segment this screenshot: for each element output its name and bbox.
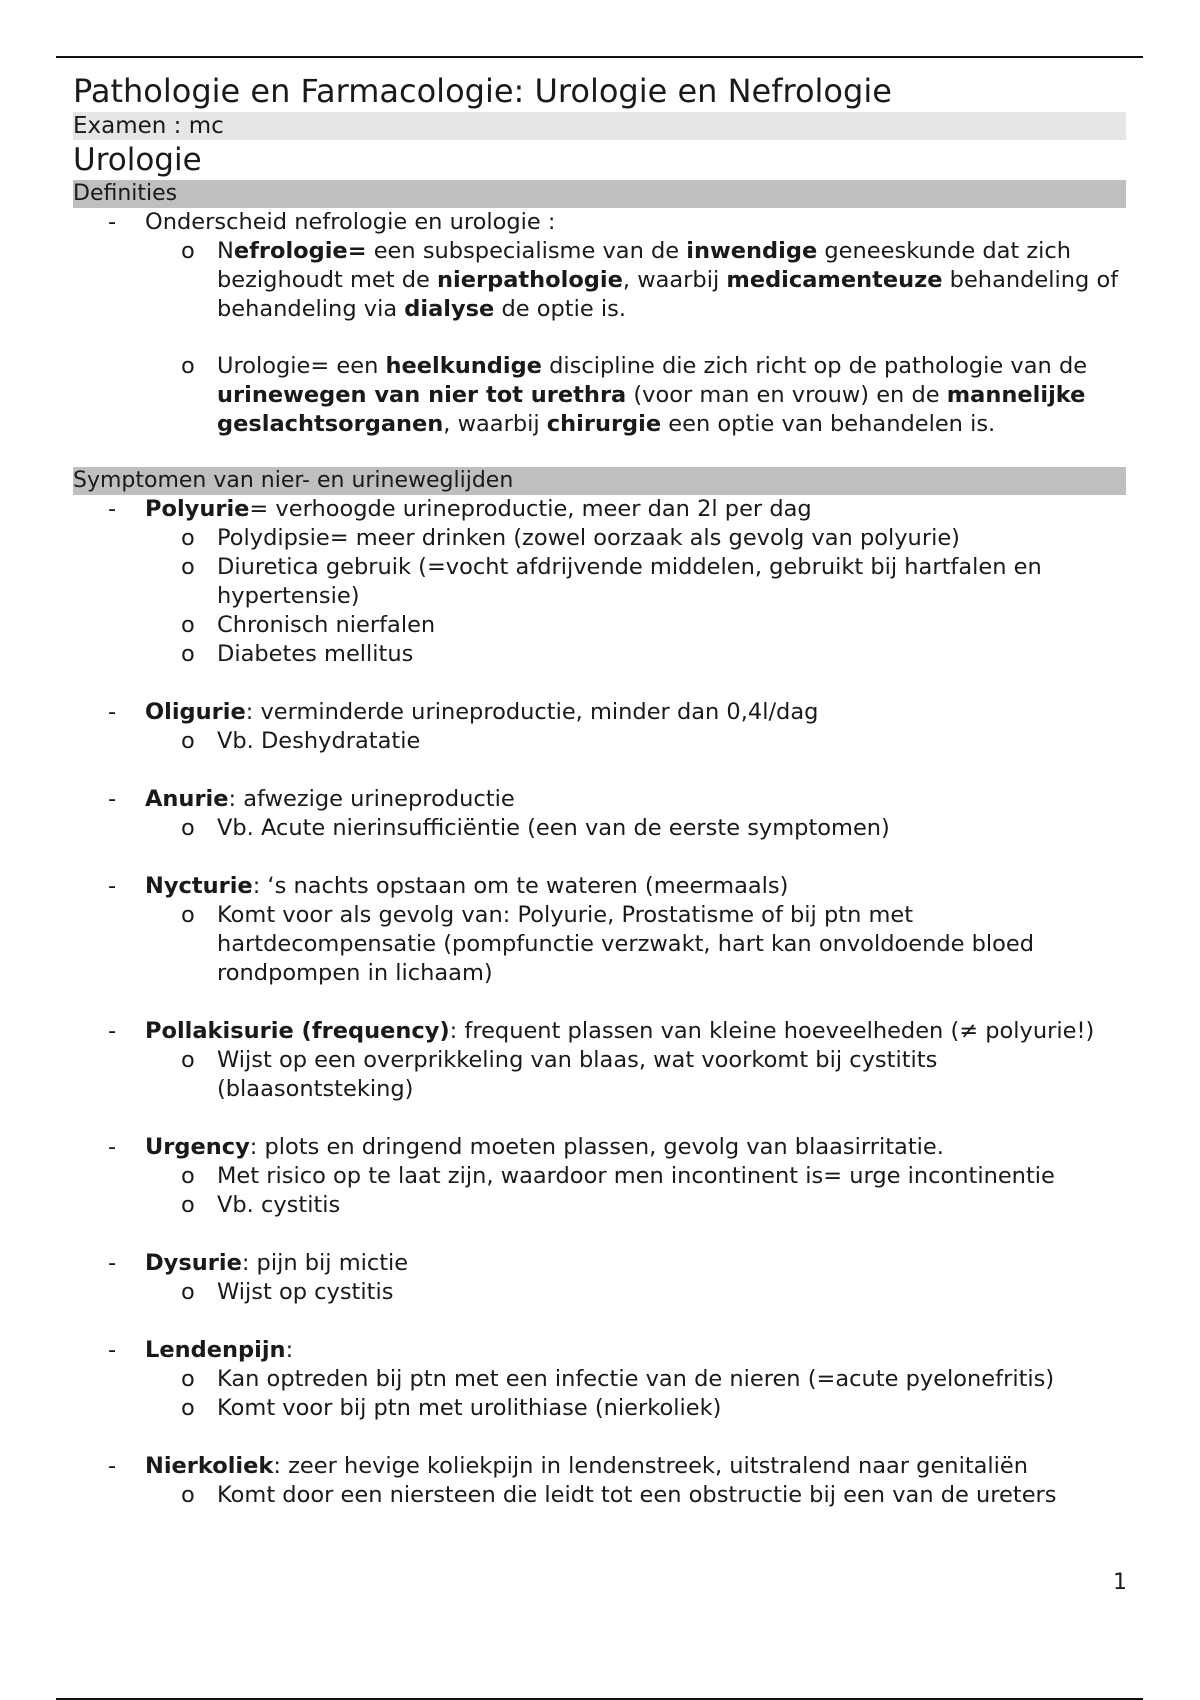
list-item: o Diuretica gebruik (=vocht afdrijvende middelen, gebruikt bij hartfalen en hypertensie)	[181, 554, 1042, 609]
symptom-anurie: - Anurie: afwezige urineproductie	[108, 786, 515, 812]
list-item: o Wijst op cystitis	[181, 1279, 394, 1305]
symptom-nycturie: - Nycturie: ‘s nachts opstaan om te wateren (meermaals)	[108, 873, 789, 899]
symptom-nierkoliek: - Nierkoliek: zeer hevige koliekpijn in lendenstreek, uitstralend naar genitaliën	[108, 1453, 1029, 1479]
top-rule	[56, 56, 1143, 58]
list-item: o Vb. cystitis	[181, 1192, 341, 1218]
symptom-urgency: - Urgency: plots en dringend moeten plassen, gevolg van blaasirritatie.	[108, 1134, 944, 1160]
symptomen-heading: Symptomen van nier- en urineweglijden	[73, 467, 1126, 495]
exam-info: Examen : mc	[73, 112, 1126, 140]
list-item: o Vb. Acute nierinsufficiëntie (een van de eerste symptomen)	[181, 815, 890, 841]
list-item: o Diabetes mellitus	[181, 641, 414, 667]
urologie-definition: o Urologie= een heelkundige discipline die zich richt op de pathologie van de urinewegen van nier tot urethra (voor man en vrouw) en de mannelijke geslachtsorganen, waarbij chirurgie een optie van behandelen is.	[181, 353, 1088, 437]
list-item: o Kan optreden bij ptn met een infectie van de nieren (=acute pyelonefritis)	[181, 1366, 1055, 1392]
list-item: o Met risico op te laat zijn, waardoor men incontinent is= urge incontinentie	[181, 1163, 1055, 1189]
symptom-lendenpijn: - Lendenpijn:	[108, 1337, 294, 1363]
page-number: 1	[1113, 1570, 1127, 1595]
list-item: o Chronisch nierfalen	[181, 612, 436, 638]
list-item: o Komt door een niersteen die leidt tot een obstructie bij een van de ureters	[181, 1482, 1057, 1508]
list-item: - Onderscheid nefrologie en urologie :	[108, 209, 556, 235]
document-body	[73, 70, 1126, 1510]
symptom-pollakisurie: - Pollakisurie (frequency): frequent plassen van kleine hoeveelheden (≠ polyurie!)	[108, 1018, 1095, 1044]
definities-heading: Definities	[73, 180, 1126, 208]
document-title: Pathologie en Farmacologie: Urologie en Nefrologie	[73, 72, 892, 110]
list-item: o Vb. Deshydratatie	[181, 728, 421, 754]
symptom-polyurie: - Polyurie= verhoogde urineproductie, meer dan 2l per dag	[108, 496, 812, 522]
list-item: o Komt voor als gevolg van: Polyurie, Prostatisme of bij ptn met hartdecompensatie (pompfunctie verzwakt, hart kan onvoldoende bloed rondpompen in lichaam)	[181, 902, 1035, 986]
symptom-oligurie: - Oligurie: verminderde urineproductie, minder dan 0,4l/dag	[108, 699, 819, 725]
list-item: o Wijst op een overprikkeling van blaas, wat voorkomt bij cystitits (blaasontsteking)	[181, 1047, 938, 1102]
list-item: o Komt voor bij ptn met urolithiase (nierkoliek)	[181, 1395, 722, 1421]
section-heading: Urologie	[73, 142, 202, 178]
symptom-dysurie: - Dysurie: pijn bij mictie	[108, 1250, 409, 1276]
list-item: o Polydipsie= meer drinken (zowel oorzaak als gevolg van polyurie)	[181, 525, 960, 551]
nefrologie-definition: o Nefrologie= een subspecialisme van de inwendige geneeskunde dat zich bezighoudt met de nierpathologie, waarbij medicamenteuze behandeling of behandeling via dialyse de optie is.	[181, 238, 1119, 322]
